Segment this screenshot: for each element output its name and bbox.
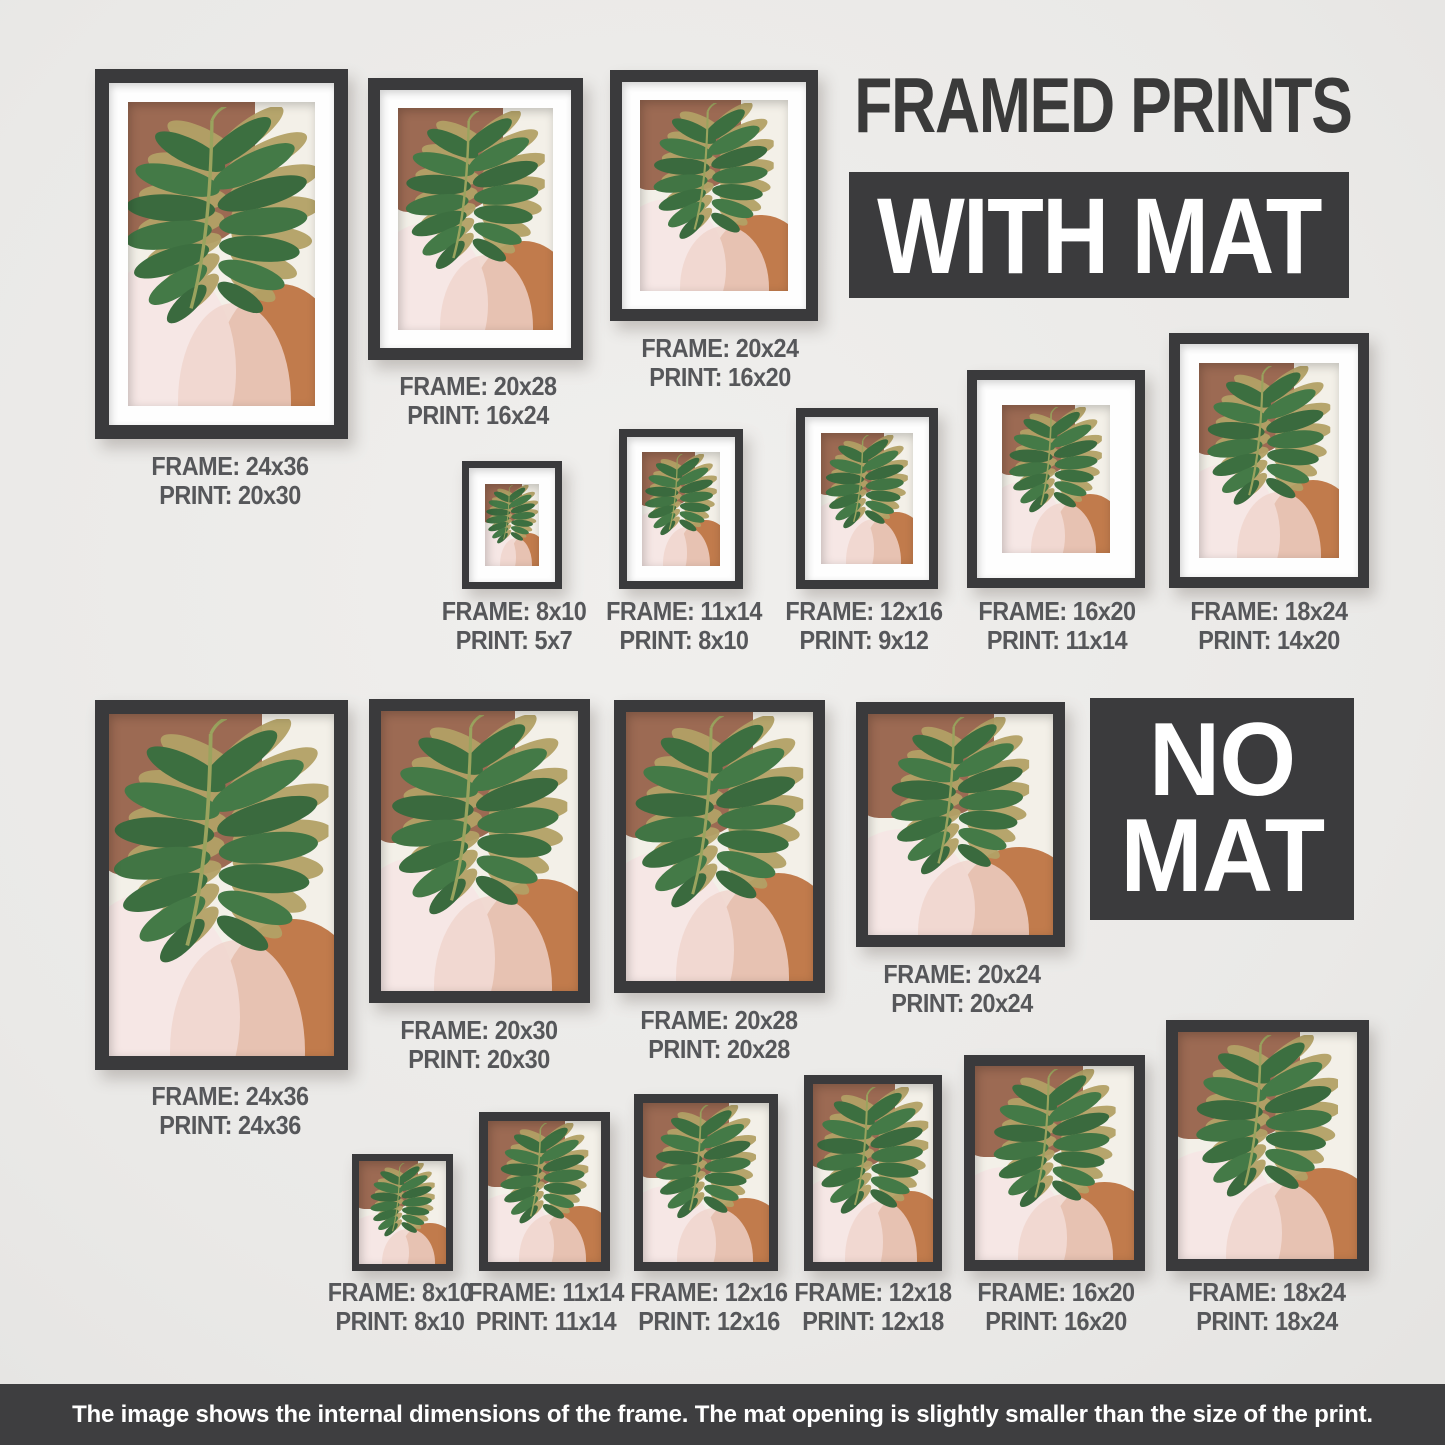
framed-print-no-mat-12x18	[804, 1075, 942, 1271]
page-title-text: FRAMED PRINTS	[854, 61, 1352, 149]
no-mat-badge-line2: MAT	[1120, 798, 1324, 914]
print-size-text: PRINT: 9x12	[799, 625, 929, 656]
frame-size-label	[399, 372, 556, 431]
framed-print-with-mat-11x14	[619, 429, 743, 589]
framed-print-no-mat-20x24	[856, 702, 1065, 947]
no-mat-badge-line1: NO	[1148, 702, 1296, 819]
frame-size-label	[785, 597, 942, 656]
glass-shadow-overlay	[640, 100, 788, 291]
print-size-text: PRINT: 20x24	[891, 988, 1033, 1019]
monstera-artwork	[128, 102, 315, 406]
frame-size-text: FRAME: 8x10	[441, 596, 587, 626]
frame-size-text: FRAME: 12x16	[785, 596, 943, 626]
print-size-text: PRINT: 14x20	[1198, 625, 1340, 656]
frame-size-label	[1188, 1278, 1345, 1337]
frame-size-label	[630, 1278, 787, 1337]
glass-shadow-overlay	[975, 1066, 1134, 1260]
framed-print-no-mat-18x24	[1166, 1020, 1369, 1271]
print-size-text: PRINT: 20x28	[648, 1034, 790, 1065]
print-size-text: PRINT: 5x7	[455, 625, 573, 656]
with-mat-badge	[849, 172, 1349, 298]
print-size-text: PRINT: 18x24	[1196, 1306, 1338, 1337]
monstera-artwork	[643, 1103, 769, 1262]
print-size-text: PRINT: 16x20	[649, 362, 791, 393]
glass-shadow-overlay	[1178, 1032, 1357, 1259]
frame-size-label	[640, 1006, 797, 1065]
print-size-text: PRINT: 16x20	[985, 1306, 1127, 1337]
glass-shadow-overlay	[1002, 405, 1110, 553]
glass-shadow-overlay	[1199, 363, 1339, 558]
monstera-artwork	[640, 100, 788, 291]
frame-size-label	[883, 960, 1040, 1019]
monstera-artwork	[626, 712, 813, 981]
glass-shadow-overlay	[488, 1121, 601, 1262]
monstera-artwork	[868, 714, 1053, 935]
framed-print-no-mat-20x28	[614, 700, 825, 993]
glass-shadow-overlay	[642, 452, 720, 566]
print-size-text: PRINT: 8x10	[335, 1306, 465, 1337]
monstera-artwork	[381, 711, 578, 991]
monstera-artwork	[1199, 363, 1339, 558]
framed-print-with-mat-16x20	[967, 370, 1145, 588]
framed-print-no-mat-24x36	[95, 700, 348, 1070]
monstera-artwork	[485, 484, 539, 566]
frame-size-text: FRAME: 20x28	[640, 1005, 798, 1035]
print-size-text: PRINT: 20x30	[159, 480, 301, 511]
frame-size-text: FRAME: 8x10	[327, 1277, 473, 1307]
monstera-artwork	[821, 433, 913, 564]
frame-size-text: FRAME: 18x24	[1190, 596, 1348, 626]
framed-print-no-mat-16x20	[964, 1055, 1145, 1271]
frame-size-label	[977, 1278, 1134, 1337]
frame-size-label	[468, 1278, 624, 1337]
frame-size-label	[1190, 597, 1347, 656]
glass-shadow-overlay	[813, 1084, 933, 1262]
frame-size-label	[606, 597, 762, 656]
frame-size-text: FRAME: 16x20	[978, 596, 1136, 626]
framed-print-no-mat-11x14	[479, 1112, 610, 1271]
glass-shadow-overlay	[381, 711, 578, 991]
frame-size-label	[328, 1278, 473, 1337]
frame-size-text: FRAME: 20x28	[399, 371, 557, 401]
frame-size-label	[400, 1016, 557, 1075]
framed-print-with-mat-12x16	[796, 408, 938, 589]
monstera-artwork	[398, 108, 553, 330]
glass-shadow-overlay	[359, 1161, 446, 1264]
monstera-artwork	[359, 1161, 446, 1264]
page-title	[854, 60, 1351, 151]
frame-size-text: FRAME: 11x14	[606, 596, 762, 626]
monstera-artwork	[975, 1066, 1134, 1260]
monstera-artwork	[813, 1084, 933, 1262]
print-size-text: PRINT: 8x10	[619, 625, 749, 656]
glass-shadow-overlay	[109, 714, 334, 1056]
framed-print-with-mat-20x24	[610, 70, 818, 321]
framed-print-no-mat-12x16	[634, 1094, 778, 1271]
with-mat-badge-text: WITH MAT	[877, 174, 1321, 296]
print-size-text: PRINT: 12x18	[802, 1306, 944, 1337]
glass-shadow-overlay	[485, 484, 539, 566]
frame-size-text: FRAME: 20x24	[641, 333, 799, 363]
framed-print-with-mat-8x10	[462, 461, 562, 589]
print-size-text: PRINT: 12x16	[638, 1306, 780, 1337]
disclaimer-bar	[0, 1384, 1445, 1445]
glass-shadow-overlay	[128, 102, 315, 406]
frame-size-label	[641, 334, 798, 393]
frame-size-text: FRAME: 12x18	[794, 1277, 952, 1307]
framed-print-no-mat-20x30	[369, 699, 590, 1003]
print-size-text: PRINT: 24x36	[159, 1110, 301, 1141]
glass-shadow-overlay	[643, 1103, 769, 1262]
glass-shadow-overlay	[868, 714, 1053, 935]
monstera-artwork	[488, 1121, 601, 1262]
frame-size-text: FRAME: 20x24	[883, 959, 1041, 989]
no-mat-badge	[1090, 698, 1354, 920]
frame-size-text: FRAME: 24x36	[151, 451, 309, 481]
frame-size-label	[978, 597, 1135, 656]
frame-size-text: FRAME: 18x24	[1188, 1277, 1346, 1307]
monstera-artwork	[109, 714, 334, 1056]
framed-print-no-mat-8x10	[352, 1154, 453, 1271]
print-size-text: PRINT: 20x30	[408, 1044, 550, 1075]
framed-print-with-mat-18x24	[1169, 333, 1369, 588]
frame-size-text: FRAME: 12x16	[630, 1277, 788, 1307]
frame-size-text: FRAME: 20x30	[400, 1015, 558, 1045]
disclaimer-text: The image shows the internal dimensions of the frame. The mat opening is slightly smaller than the size of the print.	[72, 1400, 1373, 1428]
framed-print-with-mat-24x36	[95, 69, 348, 439]
frame-size-text: FRAME: 16x20	[977, 1277, 1135, 1307]
monstera-artwork	[642, 452, 720, 566]
print-size-text: PRINT: 11x14	[986, 625, 1128, 656]
glass-shadow-overlay	[398, 108, 553, 330]
print-size-text: PRINT: 11x14	[475, 1306, 617, 1337]
print-size-text: PRINT: 16x24	[407, 400, 549, 431]
frame-size-label	[151, 452, 308, 511]
frame-size-text: FRAME: 11x14	[468, 1277, 624, 1307]
frame-size-label	[151, 1082, 308, 1141]
frame-size-text: FRAME: 24x36	[151, 1081, 309, 1111]
frame-size-label	[442, 597, 587, 656]
framed-print-with-mat-20x28	[368, 78, 583, 360]
glass-shadow-overlay	[626, 712, 813, 981]
monstera-artwork	[1002, 405, 1110, 553]
monstera-artwork	[1178, 1032, 1357, 1259]
glass-shadow-overlay	[821, 433, 913, 564]
frame-size-label	[794, 1278, 951, 1337]
